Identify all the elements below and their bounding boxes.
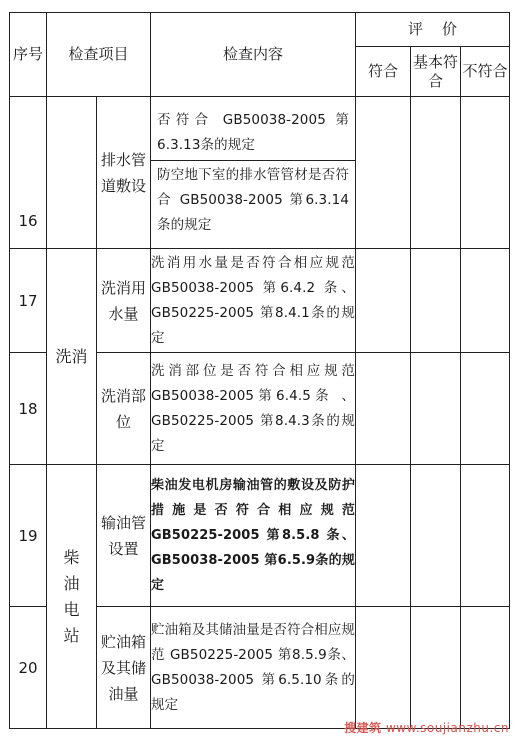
header-conform: 符合 <box>356 47 411 97</box>
row-seq: 19 <box>10 465 47 607</box>
watermark-url: www.soujianzhu.cn <box>385 721 509 735</box>
watermark <box>344 719 509 736</box>
watermark-name: 搜建筑 <box>344 721 382 735</box>
row-seq: 17 <box>10 249 47 353</box>
cell-basic-conform[interactable] <box>411 249 461 353</box>
table-row <box>10 465 510 607</box>
table-row <box>10 249 510 353</box>
cell-not-conform[interactable] <box>461 249 510 353</box>
header-basic-conform: 基本符合 <box>411 47 461 97</box>
cell-conform[interactable] <box>356 249 411 353</box>
cell-not-conform[interactable] <box>461 97 510 249</box>
cell-not-conform[interactable] <box>461 607 510 729</box>
cell-conform[interactable] <box>356 607 411 729</box>
header-item: 检查项目 <box>47 13 151 97</box>
inspection-table <box>9 12 510 729</box>
row-content-part-b: 防空地下室的排水管管材是否符合 GB50038-2005 第6.3.14条的规定 <box>151 160 355 240</box>
row-category: 柴油电站 <box>47 465 97 729</box>
row-content-part-a: 否符合 GB50038-2005 第6.3.13条的规定 <box>157 111 350 153</box>
row-content <box>151 97 356 249</box>
row-item: 洗消用水量 <box>97 249 151 353</box>
cell-conform[interactable] <box>356 97 411 249</box>
row-content: 洗消部位是否符合相应规范GB50038-2005第6.4.5条 、 GB50225-2005 第8.4.3条的规定 <box>151 353 356 465</box>
header-evaluation: 评 价 <box>356 13 510 47</box>
cell-conform[interactable] <box>356 465 411 607</box>
row-item: 输油管设置 <box>97 465 151 607</box>
cell-not-conform[interactable] <box>461 465 510 607</box>
cell-basic-conform[interactable] <box>411 607 461 729</box>
header-content: 检查内容 <box>151 13 356 97</box>
cell-not-conform[interactable] <box>461 353 510 465</box>
row-seq: 20 <box>10 607 47 729</box>
header-seq: 序号 <box>10 13 47 97</box>
row-content: 柴油发电机房输油管的敷设及防护措施是否符合相应规范 GB50225-2005 第8.5.8 条、GB50038-2005 第6.5.9条的规定 <box>151 465 356 607</box>
cell-basic-conform[interactable] <box>411 97 461 249</box>
header-not-conform: 不符合 <box>461 47 510 97</box>
row-category <box>47 97 97 249</box>
row-seq: 18 <box>10 353 47 465</box>
row-item: 洗消部位 <box>97 353 151 465</box>
cell-basic-conform[interactable] <box>411 465 461 607</box>
row-content: 洗消用水量是否符合相应规范 GB50038-2005 第6.4.2 条、GB50225-2005 第8.4.1条的规定 <box>151 249 356 353</box>
row-item: 排水管道敷设 <box>97 97 151 249</box>
row-item: 贮油箱及其储油量 <box>97 607 151 729</box>
cell-conform[interactable] <box>356 353 411 465</box>
row-content: 贮油箱及其储油量是否符合相应规范 GB50225-2005 第8.5.9条、GB50038-2005 第6.5.10条的规定 <box>151 607 356 729</box>
row-category: 洗消 <box>47 249 97 465</box>
table-row <box>10 97 510 249</box>
cell-basic-conform[interactable] <box>411 353 461 465</box>
row-seq: 16 <box>10 97 47 249</box>
